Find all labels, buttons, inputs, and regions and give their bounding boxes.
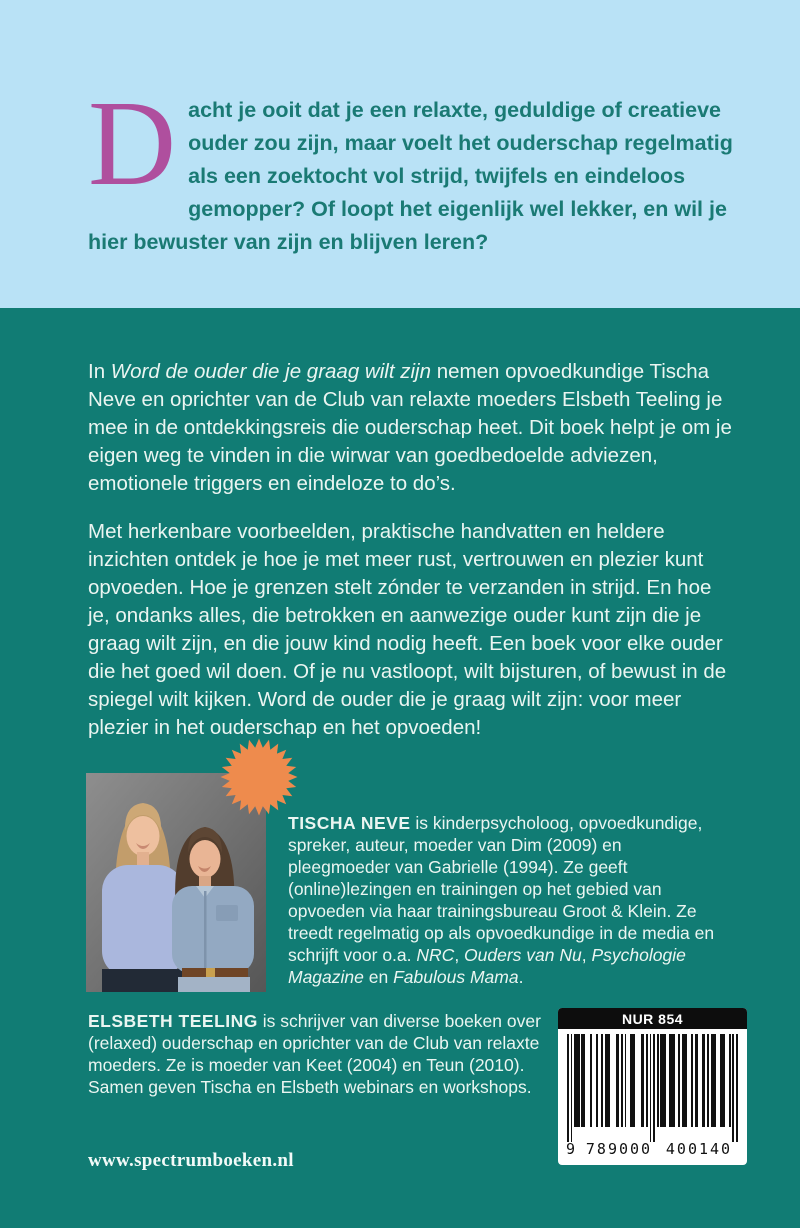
bio-elsbeth-teeling: ELSBETH TEELING is schrijver van diverse boeken over (relaxed) ouderschap en oprichter van de Club van relaxte moeders. Ze is moeder van Keet (2004) en Teun (2010). Samen geven Tischa en Elsbeth webinars en workshops. (88, 1011, 541, 1097)
barcode-block (558, 1008, 747, 1165)
blurb-paragraph-2: Met herkenbare voorbeelden, praktische handvatten en heldere inzichten ontdek je hoe je met meer rust, vertrouwen en plezier kunt opvoeden. Hoe je grenzen stelt zónder te verzanden in strijd. En hoe je, ondanks alles, die betrokken en aanwezige ouder kunt zijn die je graag wilt zijn, en die jouw kind nodig heeft. Een boek voor elke ouder die het goed wil doen. Of je nu vastloopt, wilt bijsturen, of bewust in de spiegel wilt kijken. Word de ouder die je graag wilt zijn: voor meer plezier in het ouderschap en het opvoeden! (88, 520, 727, 739)
bio-tischa-neve: TISCHA NEVE is kinderpsycholoog, opvoedkundige, spreker, auteur, moeder van Dim (2009) en pleegmoeder van Gabrielle (1994). Ze geeft (online)lezingen en trainingen op het gebied van opvoeden via haar trainingsbureau Groot & Klein. Ze treedt regelmatig op als opvoedkundige in de media en schrijft voor o.a. NRC, Ouders van Nu, Psychologie Magazine en Fabulous Mama. (288, 813, 715, 987)
intro-paragraph (88, 76, 738, 259)
starburst-shape (221, 739, 298, 816)
isbn-group-1: 789000 (585, 1140, 653, 1158)
publisher-website: www.spectrumboeken.nl (88, 1150, 294, 1171)
starburst-icon (218, 736, 300, 818)
top-band (0, 0, 800, 308)
intro-text: acht je ooit dat je een relaxte, geduldige of creatieve ouder zou zijn, maar voelt het ouderschap regelmatig als een zoektocht vol strijd, twijfels en eindeloos gemopper? Of loopt het eigenlijk wel lekker, en wil je hier bewuster van zijn en blijven leren? (88, 98, 733, 254)
barcode-area (566, 1034, 739, 1164)
nur-label: NUR 854 (558, 1008, 747, 1029)
drop-cap-letter: D (88, 76, 177, 211)
blurb-paragraph-1: In Word de ouder die je graag wilt zijn nemen opvoedkundige Tischa Neve en oprichter van de Club van relaxte moeders Elsbeth Teeling je mee in de ontdekkingsreis die ouderschap heet. Dit boek helpt je om je eigen weg te vinden in die wirwar van goedbedoelde adviezen, emotionele triggers en eindeloze to do’s. (88, 360, 732, 495)
isbn-digit-lead: 9 (566, 1140, 576, 1158)
barcode-digits (566, 1140, 739, 1158)
isbn-group-2: 400140 (665, 1140, 733, 1158)
barcode-bars (567, 1034, 738, 1142)
